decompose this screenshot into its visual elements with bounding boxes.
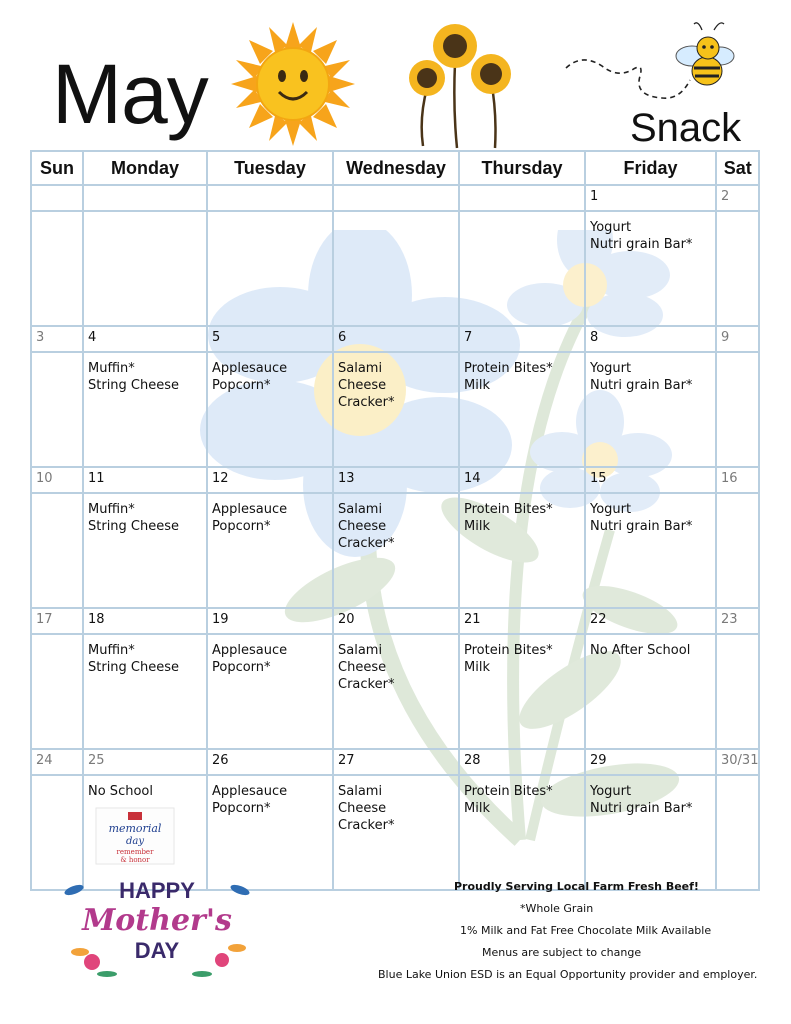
menu-items xyxy=(586,776,715,817)
date-cell-tue xyxy=(207,326,333,352)
menu-cell-mon xyxy=(83,634,207,749)
memorial-day-text: & honor xyxy=(120,856,150,864)
sunflowers-icon xyxy=(405,18,520,150)
date-number: 3 xyxy=(36,330,45,345)
date-number: 11 xyxy=(88,471,105,486)
menu-item: Cheese xyxy=(338,378,387,393)
menu-cell-tue xyxy=(207,493,333,608)
menu-cell-thu xyxy=(459,352,585,467)
menu-cell-sat xyxy=(716,352,759,467)
menu-items xyxy=(84,494,206,535)
menu-cell-thu xyxy=(459,634,585,749)
menu-item: Cracker* xyxy=(338,677,395,692)
menu-item: Nutri grain Bar* xyxy=(590,519,693,534)
menu-item: Nutri grain Bar* xyxy=(590,378,693,393)
menu-item: Salami xyxy=(338,502,383,517)
menu-item: Protein Bites* xyxy=(464,361,553,376)
menu-item: String Cheese xyxy=(88,519,180,534)
menu-cell-sun xyxy=(31,211,83,326)
menu-items xyxy=(460,494,584,535)
date-number: 2 xyxy=(721,189,730,204)
date-number: 5 xyxy=(212,330,221,345)
menu-items xyxy=(586,212,715,253)
menu-cell-sun xyxy=(31,493,83,608)
menu-item: Salami xyxy=(338,643,383,658)
menu-items xyxy=(460,776,584,817)
mothers-day-mothers: Mother's xyxy=(82,903,232,938)
date-number: 10 xyxy=(36,471,53,486)
date-cell-sat xyxy=(716,608,759,634)
menu-cell-sun xyxy=(31,352,83,467)
menu-cell-wed xyxy=(333,493,459,608)
date-number: 27 xyxy=(338,753,355,768)
menu-cell-sat xyxy=(716,493,759,608)
date-number: 25 xyxy=(88,753,105,768)
week-menu-row xyxy=(31,211,759,326)
date-cell-thu xyxy=(459,749,585,775)
date-cell-sat xyxy=(716,749,759,775)
menu-item: Milk xyxy=(464,519,490,534)
menu-item: Milk xyxy=(464,378,490,393)
menu-cell-fri xyxy=(585,352,716,467)
menu-items xyxy=(586,494,715,535)
date-cell-mon xyxy=(83,467,207,493)
menu-cell-thu xyxy=(459,775,585,890)
date-cell-thu xyxy=(459,326,585,352)
menu-cell-mon xyxy=(83,352,207,467)
menu-cell-fri xyxy=(585,211,716,326)
mothers-day-day: DAY xyxy=(134,938,180,963)
menu-items xyxy=(334,776,458,834)
date-cell-tue xyxy=(207,749,333,775)
date-cell-sat xyxy=(716,185,759,211)
menu-item: Applesauce xyxy=(212,502,288,517)
menu-item: String Cheese xyxy=(88,660,180,675)
mothers-day-happy: HAPPY xyxy=(119,878,195,903)
menu-items xyxy=(334,635,458,693)
memorial-day-text: remember xyxy=(116,848,154,856)
date-cell-wed xyxy=(333,467,459,493)
date-number: 22 xyxy=(590,612,607,627)
date-cell-sun xyxy=(31,467,83,493)
week-menu-row xyxy=(31,493,759,608)
date-cell-tue xyxy=(207,608,333,634)
memorial-day-text: day xyxy=(125,836,145,847)
date-number: 6 xyxy=(338,330,347,345)
menu-items xyxy=(334,494,458,552)
menu-cell-mon xyxy=(83,211,207,326)
date-number: 18 xyxy=(88,612,105,627)
weekday-monday: Monday xyxy=(83,151,207,185)
menu-item: Protein Bites* xyxy=(464,502,553,517)
month-title: May xyxy=(52,47,208,141)
week-date-row xyxy=(31,749,759,775)
mothers-day-graphic xyxy=(62,872,252,982)
menu-item: Milk xyxy=(464,660,490,675)
date-number: 19 xyxy=(212,612,229,627)
menu-item: Applesauce xyxy=(212,643,288,658)
menu-cell-wed xyxy=(333,352,459,467)
date-cell-wed xyxy=(333,749,459,775)
date-cell-sat xyxy=(716,326,759,352)
date-number: 16 xyxy=(721,471,738,486)
date-number: 24 xyxy=(36,753,53,768)
menu-cell-thu xyxy=(459,211,585,326)
menu-item: Popcorn* xyxy=(212,801,271,816)
menu-item: Applesauce xyxy=(212,784,288,799)
date-cell-tue xyxy=(207,467,333,493)
date-cell-thu xyxy=(459,185,585,211)
menu-item: Milk xyxy=(464,801,490,816)
weekday-sun: Sun xyxy=(31,151,83,185)
date-number: 28 xyxy=(464,753,481,768)
menu-cell-sat xyxy=(716,775,759,890)
menu-item: No After School xyxy=(590,643,691,658)
menu-items xyxy=(84,635,206,676)
menu-items xyxy=(208,494,332,535)
menu-cell-tue xyxy=(207,211,333,326)
date-cell-wed xyxy=(333,326,459,352)
date-number: 1 xyxy=(590,189,599,204)
menu-items xyxy=(208,776,332,817)
menu-cell-fri xyxy=(585,493,716,608)
menu-item: Popcorn* xyxy=(212,660,271,675)
menu-item: Yogurt xyxy=(590,502,632,517)
week-date-row xyxy=(31,185,759,211)
menu-items xyxy=(460,635,584,676)
menu-cell-sat xyxy=(716,634,759,749)
footer-whole-grain: *Whole Grain xyxy=(520,902,594,915)
date-cell-fri xyxy=(585,608,716,634)
menu-items xyxy=(208,635,332,676)
menu-item: Nutri grain Bar* xyxy=(590,801,693,816)
menu-item: No School xyxy=(88,784,153,799)
date-number: 20 xyxy=(338,612,355,627)
menu-items xyxy=(84,353,206,394)
menu-item: Muffin* xyxy=(88,502,135,517)
date-cell-fri xyxy=(585,467,716,493)
date-cell-mon xyxy=(83,326,207,352)
menu-cell-mon xyxy=(83,493,207,608)
date-number: 15 xyxy=(590,471,607,486)
menu-item: Cracker* xyxy=(338,395,395,410)
bee-icon xyxy=(562,18,742,113)
date-cell-sun xyxy=(31,749,83,775)
menu-item: Protein Bites* xyxy=(464,643,553,658)
menu-item: Cracker* xyxy=(338,536,395,551)
menu-item: Popcorn* xyxy=(212,519,271,534)
sun-icon xyxy=(228,20,358,148)
menu-cell-wed xyxy=(333,775,459,890)
date-cell-thu xyxy=(459,467,585,493)
menu-item: Applesauce xyxy=(212,361,288,376)
weekday-tuesday: Tuesday xyxy=(207,151,333,185)
menu-item: Yogurt xyxy=(590,784,632,799)
menu-item: Protein Bites* xyxy=(464,784,553,799)
date-cell-fri xyxy=(585,749,716,775)
menu-item: Muffin* xyxy=(88,643,135,658)
date-number: 17 xyxy=(36,612,53,627)
calendar-body xyxy=(31,185,759,890)
date-cell-mon xyxy=(83,185,207,211)
date-cell-sun xyxy=(31,185,83,211)
date-cell-sat xyxy=(716,467,759,493)
footer-equal-opportunity: Blue Lake Union ESD is an Equal Opportunity provider and employer. xyxy=(378,968,758,981)
menu-cell-fri xyxy=(585,634,716,749)
date-number: 30/31 xyxy=(721,753,759,768)
menu-items xyxy=(334,353,458,411)
weekday-sat: Sat xyxy=(716,151,759,185)
menu-items xyxy=(586,635,715,659)
week-menu-row xyxy=(31,634,759,749)
date-cell-wed xyxy=(333,185,459,211)
menu-items xyxy=(460,353,584,394)
menu-cell-sat xyxy=(716,211,759,326)
date-number: 21 xyxy=(464,612,481,627)
memorial-day-text: memorial xyxy=(108,822,162,835)
menu-item: Salami xyxy=(338,361,383,376)
menu-cell-wed xyxy=(333,634,459,749)
date-number: 4 xyxy=(88,330,97,345)
calendar-grid xyxy=(30,150,760,891)
date-cell-wed xyxy=(333,608,459,634)
date-cell-tue xyxy=(207,185,333,211)
date-cell-thu xyxy=(459,608,585,634)
date-number: 9 xyxy=(721,330,730,345)
menu-cell-sun xyxy=(31,634,83,749)
menu-item: Muffin* xyxy=(88,361,135,376)
date-cell-fri xyxy=(585,326,716,352)
menu-item: Yogurt xyxy=(590,220,632,235)
week-date-row xyxy=(31,467,759,493)
weekday-thursday: Thursday xyxy=(459,151,585,185)
menu-cell-thu xyxy=(459,493,585,608)
menu-items xyxy=(84,776,206,800)
date-cell-mon xyxy=(83,608,207,634)
menu-item: Cheese xyxy=(338,519,387,534)
weekday-wednesday: Wednesday xyxy=(333,151,459,185)
menu-item: Salami xyxy=(338,784,383,799)
date-number: 26 xyxy=(212,753,229,768)
menu-cell-tue xyxy=(207,634,333,749)
date-number: 13 xyxy=(338,471,355,486)
date-cell-sun xyxy=(31,326,83,352)
memorial-day-graphic xyxy=(94,806,176,866)
menu-cell-wed xyxy=(333,211,459,326)
menu-subtitle: Snack xyxy=(630,106,742,150)
date-number: 7 xyxy=(464,330,473,345)
menu-items xyxy=(586,353,715,394)
week-date-row xyxy=(31,608,759,634)
menu-item: Cheese xyxy=(338,801,387,816)
menu-item: Cheese xyxy=(338,660,387,675)
date-number: 23 xyxy=(721,612,738,627)
date-number: 14 xyxy=(464,471,481,486)
date-number: 29 xyxy=(590,753,607,768)
weekday-header-row xyxy=(31,151,759,185)
footer-milk: 1% Milk and Fat Free Chocolate Milk Available xyxy=(460,924,712,937)
menu-item: Nutri grain Bar* xyxy=(590,237,693,252)
menu-item: Cracker* xyxy=(338,818,395,833)
week-date-row xyxy=(31,326,759,352)
menu-item: String Cheese xyxy=(88,378,180,393)
weekday-friday: Friday xyxy=(585,151,716,185)
footer-menu-change: Menus are subject to change xyxy=(482,946,642,959)
date-cell-sun xyxy=(31,608,83,634)
date-number: 8 xyxy=(590,330,599,345)
date-number: 12 xyxy=(212,471,229,486)
week-menu-row xyxy=(31,352,759,467)
menu-item: Yogurt xyxy=(590,361,632,376)
menu-item: Popcorn* xyxy=(212,378,271,393)
menu-cell-fri xyxy=(585,775,716,890)
menu-items xyxy=(208,353,332,394)
footer-beef: Proudly Serving Local Farm Fresh Beef! xyxy=(454,880,699,893)
date-cell-fri xyxy=(585,185,716,211)
date-cell-mon xyxy=(83,749,207,775)
menu-cell-tue xyxy=(207,352,333,467)
